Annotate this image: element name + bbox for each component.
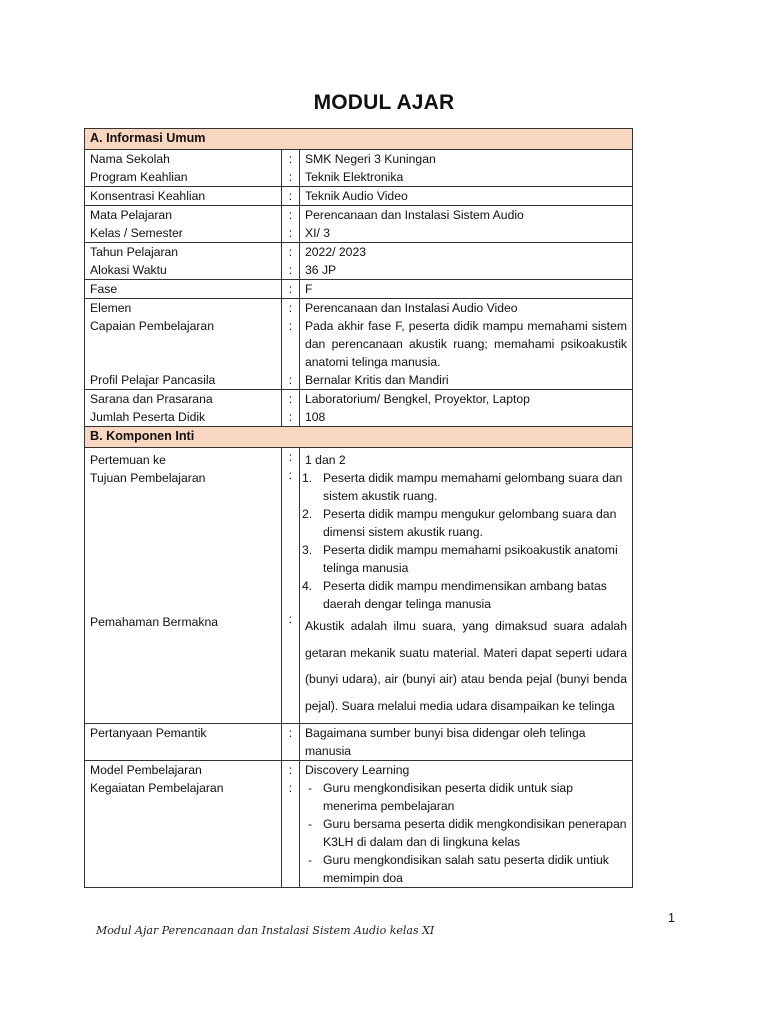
- value-alokasi-waktu: 36 JP: [305, 263, 337, 277]
- colon: :: [288, 208, 293, 222]
- colon: :: [288, 410, 293, 424]
- value-fase: F: [300, 280, 633, 299]
- list-item: [302, 505, 627, 541]
- value-pemahaman-bermakna: Akustik adalah ilmu suara, yang dimaksud suara adalah getaran mekanik suatu material. Materi dapat seperti udara (bunyi udara), air (bunyi air) atau benda pejal (bunyi benda pejal). Suara melalui media udara disampaikan ke telinga: [305, 619, 627, 713]
- colon: :: [288, 301, 293, 315]
- value-pertemuan: 1 dan 2: [305, 453, 346, 467]
- value-konsentrasi-keahlian: Teknik Audio Video: [300, 187, 633, 206]
- value-kelas-semester: XI/ 3: [305, 226, 331, 240]
- list-item: [305, 815, 627, 851]
- colon: :: [282, 724, 300, 761]
- objective-text: Peserta didik mampu memahami psikoakustik anatomi telinga manusia: [323, 543, 618, 575]
- label-tujuan-pembelajaran: Tujuan Pembelajaran: [90, 471, 206, 485]
- colon: :: [288, 152, 293, 166]
- list-item: [305, 779, 627, 815]
- colon: :: [288, 245, 293, 259]
- list-item: [302, 469, 627, 505]
- colon: :: [288, 612, 293, 626]
- activity-text: Guru bersama peserta didik mengkondisikan penerapan K3LH di dalam dan di lingkuna kelas: [323, 817, 627, 849]
- dash-bullet: -: [308, 853, 313, 867]
- value-capaian-pembelajaran: Pada akhir fase F, peserta didik mampu memahami sistem dan perencanaan akustik ruang; memahami psikoakustik anatomi telinga manusia.: [305, 319, 627, 369]
- colon: :: [288, 392, 293, 406]
- module-table: [84, 128, 633, 888]
- label-pertemuan: Pertemuan ke: [90, 453, 166, 467]
- value-program-keahlian: Teknik Elektronika: [305, 170, 404, 184]
- table-row: [85, 448, 633, 724]
- value-pertanyaan-pemantik: Bagaimana sumber bunyi bisa didengar oleh telinga manusia: [300, 724, 633, 761]
- label-tahun-pelajaran: Tahun Pelajaran: [90, 245, 179, 259]
- colon: :: [288, 781, 293, 795]
- table-row: [85, 187, 633, 206]
- label-elemen: Elemen: [90, 301, 132, 315]
- list-number: 4.: [302, 579, 313, 593]
- colon: :: [282, 280, 300, 299]
- colon: :: [288, 373, 293, 387]
- list-number: 2.: [302, 507, 313, 521]
- label-jumlah-peserta: Jumlah Peserta Didik: [90, 410, 206, 424]
- list-item: [305, 851, 627, 887]
- activity-text: Guru mengkondisikan peserta didik untuk siap menerima pembelajaran: [323, 781, 573, 813]
- label-konsentrasi-keahlian: Konsentrasi Keahlian: [85, 187, 282, 206]
- value-nama-sekolah: SMK Negeri 3 Kuningan: [305, 152, 436, 166]
- label-capaian-pembelajaran: Capaian Pembelajaran: [90, 319, 214, 333]
- page-footer: Modul Ajar Perencanaan dan Instalasi Sistem Audio kelas XI: [96, 924, 435, 937]
- colon: :: [288, 763, 293, 777]
- page-number: 1: [668, 911, 675, 925]
- document-title: MODUL AJAR: [313, 91, 455, 114]
- activity-text: Guru mengkondisikan salah satu peserta didik untiuk memimpin doa: [323, 853, 609, 885]
- table-row: [85, 150, 633, 187]
- colon: :: [288, 468, 293, 482]
- section-a-title: A. Informasi Umum: [85, 129, 633, 150]
- table-row: [85, 390, 633, 427]
- label-model-pembelajaran: Model Pembelajaran: [90, 763, 202, 777]
- colon: :: [288, 319, 293, 333]
- section-header-komponen-inti: [85, 427, 633, 448]
- objective-text: Peserta didik mampu mengukur gelombang suara dan dimensi sistem akustik ruang.: [323, 507, 617, 539]
- value-sarana-prasarana: Laboratorium/ Bengkel, Proyektor, Laptop: [305, 392, 530, 406]
- table-row: [85, 724, 633, 761]
- label-program-keahlian: Program Keahlian: [90, 170, 188, 184]
- section-header-informasi-umum: [85, 129, 633, 150]
- value-jumlah-peserta: 108: [305, 410, 326, 424]
- list-item: [302, 541, 627, 577]
- list-item: [302, 577, 627, 613]
- section-b-title: B. Komponen Inti: [85, 427, 633, 448]
- label-profil-pelajar: Profil Pelajar Pancasila: [90, 373, 216, 387]
- colon: :: [288, 170, 293, 184]
- table-row: [85, 243, 633, 280]
- label-mata-pelajaran: Mata Pelajaran: [90, 208, 172, 222]
- list-number: 3.: [302, 543, 313, 557]
- label-fase: Fase: [85, 280, 282, 299]
- dash-bullet: -: [308, 817, 313, 831]
- value-profil-pelajar: Bernalar Kritis dan Mandiri: [305, 373, 449, 387]
- objective-text: Peserta didik mampu memahami gelombang suara dan sistem akustik ruang.: [323, 471, 623, 503]
- label-pemahaman-bermakna: Pemahaman Bermakna: [90, 615, 219, 629]
- value-tahun-pelajaran: 2022/ 2023: [305, 245, 366, 259]
- value-mata-pelajaran: Perencanaan dan Instalasi Sistem Audio: [305, 208, 524, 222]
- label-nama-sekolah: Nama Sekolah: [90, 152, 170, 166]
- table-row: [85, 299, 633, 390]
- table-row: [85, 280, 633, 299]
- colon: :: [288, 226, 293, 240]
- list-number: 1.: [302, 471, 313, 485]
- table-row: [85, 761, 633, 888]
- label-kegiatan-pembelajaran: Kegaiatan Pembelajaran: [90, 781, 224, 795]
- activities-list: [305, 779, 627, 887]
- colon: :: [288, 263, 293, 277]
- dash-bullet: -: [308, 781, 313, 795]
- label-sarana-prasarana: Sarana dan Prasarana: [90, 392, 213, 406]
- value-elemen: Perencanaan dan Instalasi Audio Video: [305, 301, 518, 315]
- label-kelas-semester: Kelas / Semester: [90, 226, 183, 240]
- colon: :: [282, 187, 300, 206]
- table-row: [85, 206, 633, 243]
- label-alokasi-waktu: Alokasi Waktu: [90, 263, 167, 277]
- label-pertanyaan-pemantik: Pertanyaan Pemantik: [85, 724, 282, 761]
- colon: :: [288, 450, 293, 464]
- objective-text: Peserta didik mampu mendimensikan ambang batas daerah dengar telinga manusia: [323, 579, 607, 611]
- value-model-pembelajaran: Discovery Learning: [305, 763, 410, 777]
- learning-objectives-list: [302, 469, 627, 613]
